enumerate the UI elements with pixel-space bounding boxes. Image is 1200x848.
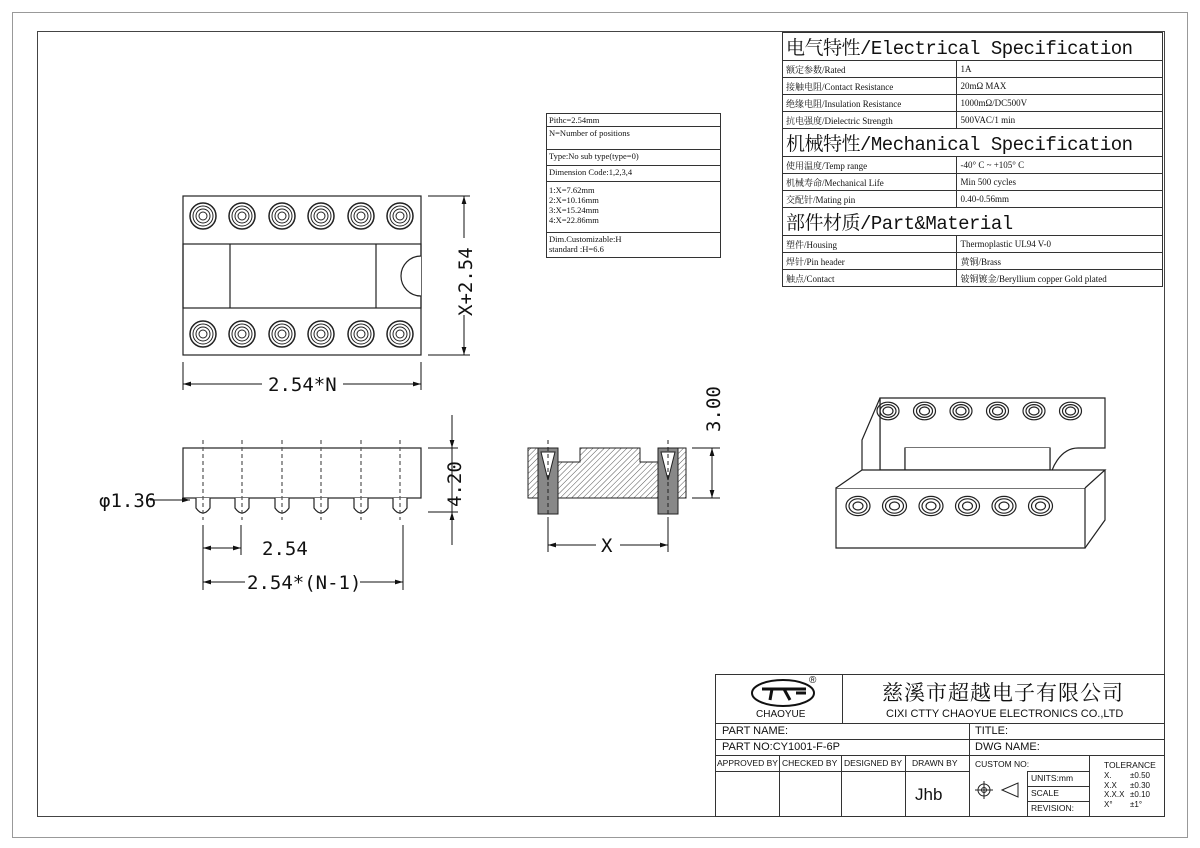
spec-value: 1A <box>957 61 1163 78</box>
title-label: TITLE: <box>975 725 1009 737</box>
pin-tail <box>393 440 407 520</box>
registered-mark: ® <box>809 675 817 686</box>
spec-label: 接触电阻/Contact Resistance <box>783 78 957 95</box>
part-no: PART NO:CY1001-F-6P <box>722 741 840 753</box>
tol-key: X.X <box>1104 780 1117 790</box>
spec-label: 绝缘电阻/Insulation Resistance <box>783 95 957 112</box>
code-1: 1:X=7.62mm <box>549 185 595 195</box>
scale: SCALE <box>1031 788 1059 798</box>
spec-value: 500VAC/1 min <box>957 112 1163 129</box>
company-en: CIXI CTTY CHAOYUE ELECTRONICS CO.,LTD <box>886 708 1124 720</box>
contact-hole-icon <box>269 321 295 347</box>
dim-height: X+2.54 <box>455 247 477 316</box>
code-3: 3:X=15.24mm <box>549 205 599 215</box>
section-view <box>528 440 686 520</box>
logo-text: CHAOYUE <box>756 709 806 720</box>
contact-hole-icon <box>348 321 374 347</box>
designed-by: DESIGNED BY <box>844 758 903 768</box>
tolerance-table <box>1104 771 1150 809</box>
spec-label: 额定参数/Rated <box>783 61 957 78</box>
dwg-name-label: DWG NAME: <box>975 741 1040 753</box>
contact-hole-icon <box>229 203 255 229</box>
spec-label: 抗电强度/Dielectric Strength <box>783 112 957 129</box>
note-type: Type:No sub type(type=0) <box>547 150 721 166</box>
dim-span: 2.54*(N-1) <box>247 572 362 594</box>
spec-value: Min 500 cycles <box>957 174 1163 191</box>
drawn-by: DRAWN BY <box>912 758 958 768</box>
dim-diameter: φ1.36 <box>99 490 157 512</box>
contact-hole-icon <box>308 203 334 229</box>
tol-value: ±0.10 <box>1130 790 1150 799</box>
spec-value: 20mΩ MAX <box>957 78 1163 95</box>
pin-tail <box>314 440 328 520</box>
spec-value: 黄铜/Brass <box>957 253 1163 270</box>
note-standard-line: standard :H=6.6 <box>549 244 604 254</box>
mechanical-heading: 机械特性/Mechanical Specification <box>783 129 1163 157</box>
tol-value: ±0.30 <box>1130 780 1150 790</box>
contact-hole-icon <box>348 203 374 229</box>
contact-hole-icon <box>269 203 295 229</box>
company-cn: 慈溪市超越电子有限公司 <box>882 681 1124 705</box>
checked-by: CHECKED BY <box>782 758 838 768</box>
tol-key: X. <box>1104 771 1112 780</box>
spec-value: Thermoplastic UL94 V-0 <box>957 236 1163 253</box>
spec-label: 交配针/Mating pin <box>783 191 957 208</box>
isometric-view <box>836 398 1105 548</box>
code-2: 2:X=10.16mm <box>549 195 599 205</box>
part-name-label: PART NAME: <box>722 725 789 737</box>
pin-tail <box>354 440 368 520</box>
tol-value: ±1° <box>1130 799 1143 809</box>
dim-height-420: 4.20 <box>444 461 466 507</box>
contact-hole-icon <box>190 203 216 229</box>
material-heading: 部件材质/Part&Material <box>783 208 1163 236</box>
dim-x: X <box>601 535 613 557</box>
contact-hole-icon <box>229 321 255 347</box>
spec-label: 使用温度/Temp range <box>783 157 957 174</box>
spec-label: 焊针/Pin header <box>783 253 957 270</box>
spec-label: 机械寿命/Mechanical Life <box>783 174 957 191</box>
tol-key: X.X.X <box>1104 790 1125 799</box>
tol-key: X° <box>1104 799 1113 809</box>
front-view <box>183 440 421 520</box>
note-n: N=Number of positions <box>547 127 721 150</box>
drawn-by-value: Jhb <box>915 785 943 804</box>
pin-tail <box>275 440 289 520</box>
spec-value: -40° C ~ +105° C <box>957 157 1163 174</box>
contact-hole-icon <box>308 321 334 347</box>
dim-height-300: 3.00 <box>703 386 725 432</box>
custom-no: CUSTOM NO: <box>975 759 1030 769</box>
projection-symbol-icon <box>974 775 1024 805</box>
top-view <box>183 196 421 355</box>
contact-hole-icon <box>387 203 413 229</box>
pin-tail <box>196 440 210 520</box>
note-custom-line: Dim.Customizable:H <box>549 234 622 244</box>
spec-value: 0.40-0.56mm <box>957 191 1163 208</box>
pin-tail <box>235 440 249 520</box>
tol-value: ±0.50 <box>1130 771 1150 780</box>
spec-value: 铍铜镀金/Beryllium copper Gold plated <box>957 270 1163 287</box>
approved-by: APPROVED BY <box>717 758 778 768</box>
dim-pitch: 2.54 <box>262 538 308 560</box>
contact-hole-icon <box>387 321 413 347</box>
contact-hole-icon <box>190 321 216 347</box>
spec-label: 塑件/Housing <box>783 236 957 253</box>
code-4: 4:X=22.86mm <box>549 215 599 225</box>
units: UNITS:mm <box>1031 773 1074 783</box>
dim-width: 2.54*N <box>268 374 337 396</box>
note-pitch: Pithc=2.54mm <box>547 114 721 127</box>
spec-label: 触点/Contact <box>783 270 957 287</box>
revision: REVISION: <box>1031 803 1074 813</box>
electrical-heading: 电气特性/Electrical Specification <box>783 33 1163 61</box>
logo-cell <box>716 675 843 723</box>
title-block <box>715 674 1165 817</box>
tolerance-label: TOLERANCE <box>1104 760 1156 770</box>
spec-value: 1000mΩ/DC500V <box>957 95 1163 112</box>
note-dim-code: Dimension Code:1,2,3,4 <box>547 166 721 182</box>
